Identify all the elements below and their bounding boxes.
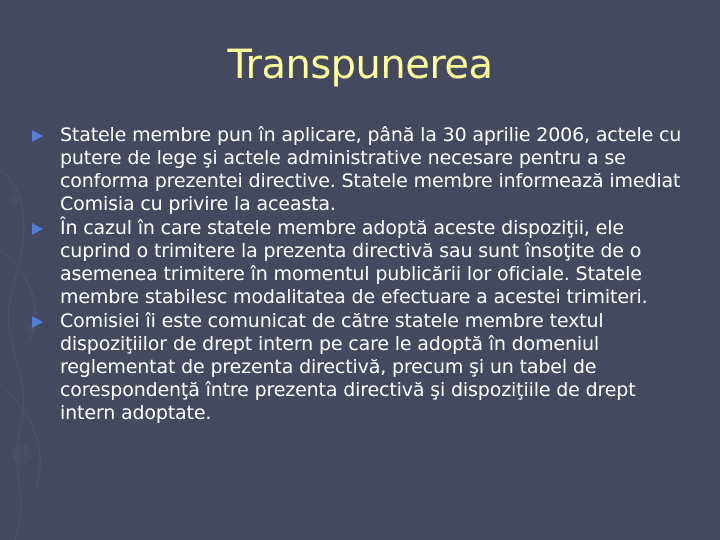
bullet-arrow-icon [32, 223, 43, 235]
bullet-list [28, 124, 696, 426]
bullet-arrow-icon [32, 316, 43, 328]
bullet-text: Statele membre pun în aplicare, până la 30 aprilie 2006, actele cu putere de lege şi actele administrative necesare pentru a se conforma prezentei directive. Statele membre informează imediat Comisia cu privire la aceasta. [60, 124, 682, 215]
bullet-item [28, 217, 696, 309]
bullet-arrow-icon [32, 130, 43, 142]
bullet-text: Comisiei îi este comunicat de către statele membre textul dispoziţiilor de drept intern pe care le adoptă în domeniul reglementat de prezenta directivă, precum şi un tabel de corespondenţă între prezenta directivă şi dispoziţiile de drept intern adoptate. [60, 310, 636, 424]
bullet-text: În cazul în care statele membre adoptă aceste dispoziţii, ele cuprind o trimitere la prezenta directivă sau sunt însoţite de o asemenea trimitere în momentul publicării lor oficiale. Statele membre stabilesc modalitatea de efectuare a acestei trimiteri. [60, 217, 648, 308]
bullet-item [28, 310, 696, 425]
bullet-item [28, 124, 696, 216]
slide-title: Transpunerea [227, 42, 493, 88]
